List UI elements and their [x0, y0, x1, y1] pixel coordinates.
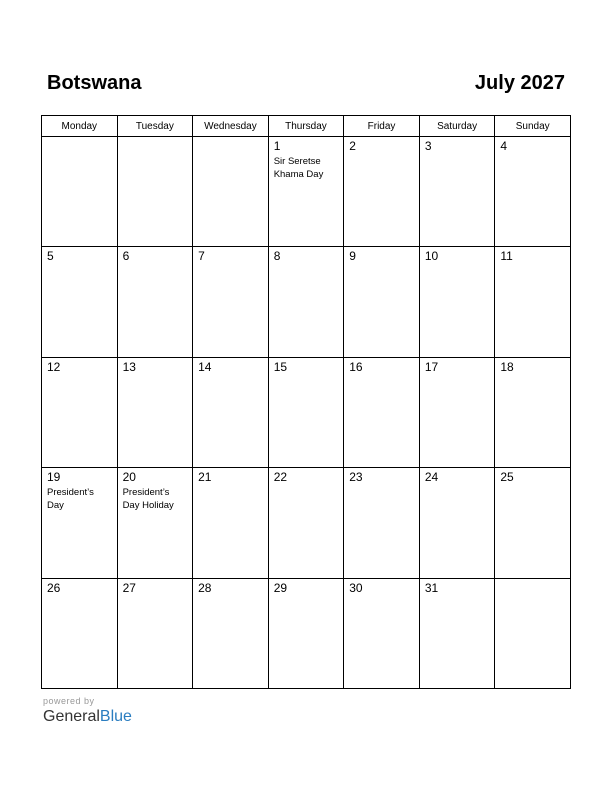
day-number: 6 — [122, 249, 130, 264]
weekday-thursday: Thursday — [268, 116, 344, 137]
day-cell — [268, 247, 344, 357]
week-row — [42, 247, 571, 357]
day-number: 21 — [198, 470, 212, 485]
day-cell — [495, 357, 571, 467]
day-cell — [42, 578, 118, 688]
day-number: 3 — [424, 139, 432, 153]
day-number: 1 — [273, 139, 281, 153]
day-cell — [495, 137, 571, 247]
footer — [43, 696, 132, 727]
week-row — [42, 468, 571, 578]
day-cell — [268, 357, 344, 467]
day-number: 25 — [500, 470, 514, 485]
day-number: 2 — [349, 139, 356, 153]
day-cell — [495, 468, 571, 578]
day-number: 14 — [198, 359, 212, 374]
day-number: 4 — [500, 139, 508, 153]
weekday-monday: Monday — [42, 116, 118, 137]
day-cell — [42, 137, 118, 247]
day-number: 17 — [424, 359, 439, 374]
day-number: 9 — [349, 249, 356, 264]
day-cell — [495, 578, 571, 688]
powered-by-text: powered by — [43, 696, 95, 706]
day-cell — [117, 137, 193, 247]
day-cell — [344, 247, 420, 357]
day-number: 31 — [424, 580, 439, 595]
day-cell — [268, 578, 344, 688]
day-number: 27 — [122, 580, 136, 595]
day-number: 28 — [198, 580, 212, 595]
day-number: 7 — [198, 249, 205, 264]
day-number: 18 — [500, 359, 514, 374]
month-title: July 2027 — [474, 72, 565, 94]
day-cell — [419, 578, 495, 688]
day-number: 12 — [47, 359, 61, 374]
day-cell — [344, 468, 420, 578]
country-title: Botswana — [47, 72, 142, 94]
day-number: 5 — [47, 249, 54, 264]
day-number: 30 — [349, 580, 363, 595]
day-number: 22 — [273, 470, 288, 485]
day-cell — [117, 578, 193, 688]
day-number: 20 — [122, 470, 136, 485]
day-cell — [117, 468, 193, 578]
day-cell — [419, 468, 495, 578]
week-row — [42, 357, 571, 467]
day-number: 16 — [349, 359, 363, 374]
day-cell — [193, 137, 269, 247]
week-row — [42, 137, 571, 247]
weekday-wednesday: Wednesday — [193, 116, 269, 137]
day-number: 15 — [273, 359, 288, 374]
holiday-label: President’s Day — [47, 487, 94, 512]
day-cell — [42, 247, 118, 357]
weekday-friday: Friday — [344, 116, 420, 137]
holiday-label: Sir Seretse Khama Day — [273, 156, 324, 180]
brand-name-general: General — [43, 708, 100, 725]
day-cell — [419, 357, 495, 467]
day-number: 11 — [500, 249, 513, 264]
week-row — [42, 578, 571, 688]
day-number: 13 — [122, 359, 136, 374]
day-cell — [344, 357, 420, 467]
day-cell — [117, 247, 193, 357]
day-cell — [268, 468, 344, 578]
day-number: 19 — [47, 470, 61, 485]
day-cell — [193, 578, 269, 688]
day-cell — [268, 137, 344, 247]
day-cell — [42, 468, 118, 578]
calendar-grid — [41, 115, 571, 689]
day-cell — [419, 247, 495, 357]
day-number: 8 — [273, 249, 281, 264]
day-cell — [193, 357, 269, 467]
day-number: 26 — [47, 580, 61, 595]
day-cell — [495, 247, 571, 357]
day-number: 23 — [349, 470, 363, 485]
day-cell — [193, 468, 269, 578]
brand-name-blue: Blue — [99, 708, 132, 725]
day-number: 10 — [424, 249, 439, 264]
day-cell — [42, 357, 118, 467]
day-cell — [117, 357, 193, 467]
day-cell — [344, 578, 420, 688]
day-number: 24 — [424, 470, 439, 485]
day-number: 29 — [273, 580, 288, 595]
day-cell — [419, 137, 495, 247]
day-cell — [344, 137, 420, 247]
weekday-saturday: Saturday — [419, 116, 495, 137]
brand-logo[interactable] — [43, 707, 132, 727]
weekday-sunday: Sunday — [495, 116, 571, 137]
weekday-tuesday: Tuesday — [117, 116, 193, 137]
holiday-label: President’s Day Holiday — [122, 487, 174, 512]
weekday-header-row — [42, 116, 571, 137]
day-cell — [193, 247, 269, 357]
calendar-header — [47, 72, 565, 98]
